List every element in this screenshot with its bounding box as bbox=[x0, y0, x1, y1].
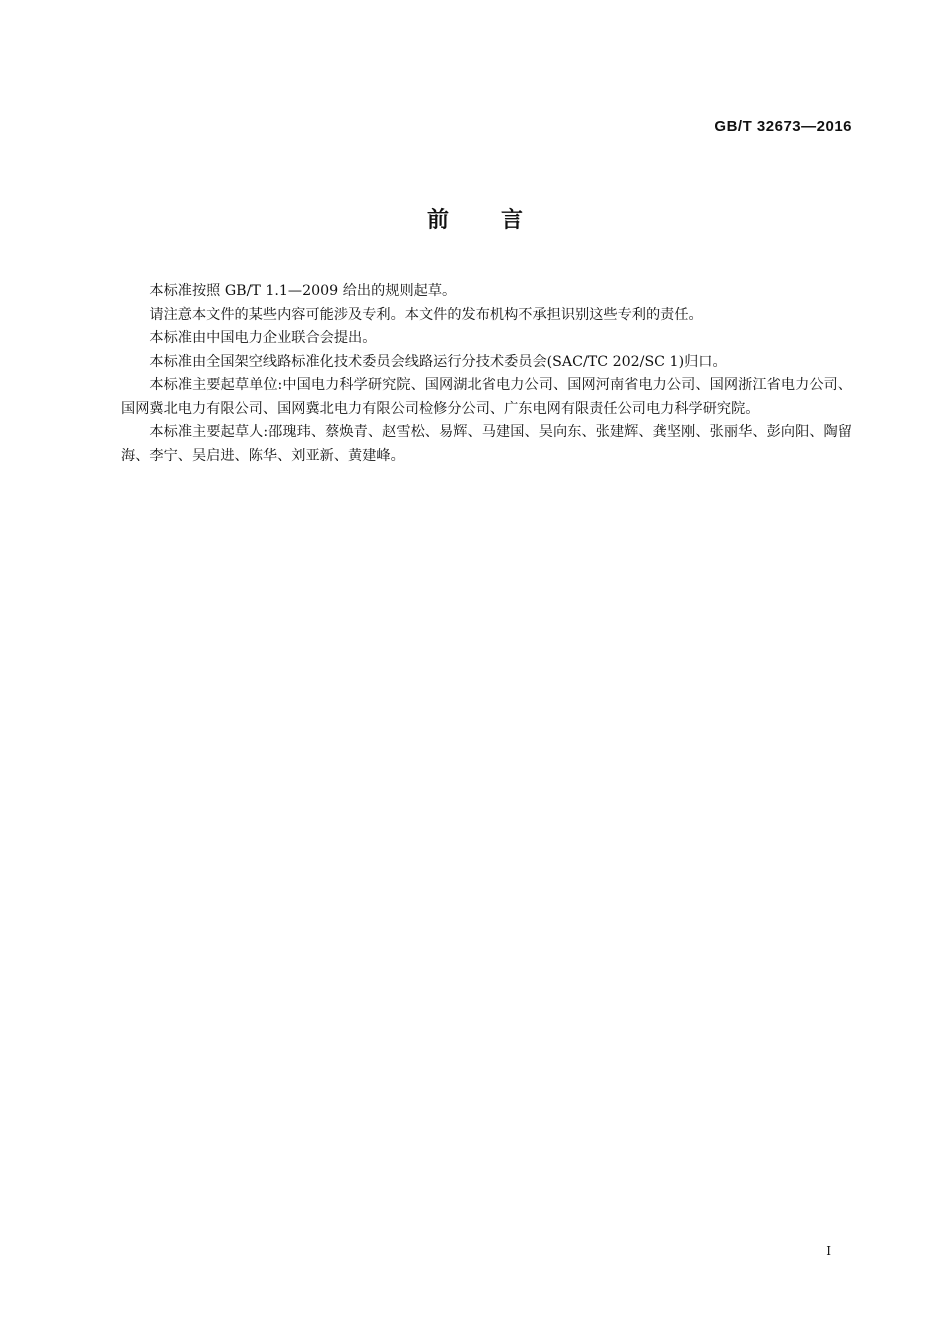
foreword-body bbox=[121, 280, 852, 468]
paragraph-drafting-rules: 本标准按照 GB/T 1.1—2009 给出的规则起草。 bbox=[149, 283, 457, 299]
paragraph-proposer: 本标准由中国电力企业联合会提出。 bbox=[149, 330, 377, 346]
paragraph-drafters: 本标准主要起草人:邵瑰玮、蔡焕青、赵雪松、易辉、马建国、吴向东、张建辉、龚坚刚、张丽华、彭向阳、陶留海、李宁、吴启进、陈华、刘亚新、黄建峰。 bbox=[121, 424, 852, 464]
page-title: 前言 bbox=[426, 208, 575, 233]
paragraph-administrator: 本标准由全国架空线路标准化技术委员会线路运行分技术委员会(SAC/TC 202/SC 1)归口。 bbox=[149, 353, 727, 370]
paragraph-patent-notice: 请注意本文件的某些内容可能涉及专利。本文件的发布机构不承担识别这些专利的责任。 bbox=[149, 306, 703, 323]
standard-number: GB/T 32673—2016 bbox=[714, 118, 852, 135]
paragraph-drafting-organizations: 本标准主要起草单位:中国电力科学研究院、国网湖北省电力公司、国网河南省电力公司、国网浙江省电力公司、国网冀北电力有限公司、国网冀北电力有限公司检修分公司、广东电网有限责任公司电力科学研究院。 bbox=[121, 377, 852, 417]
page-number: I bbox=[826, 1244, 831, 1258]
